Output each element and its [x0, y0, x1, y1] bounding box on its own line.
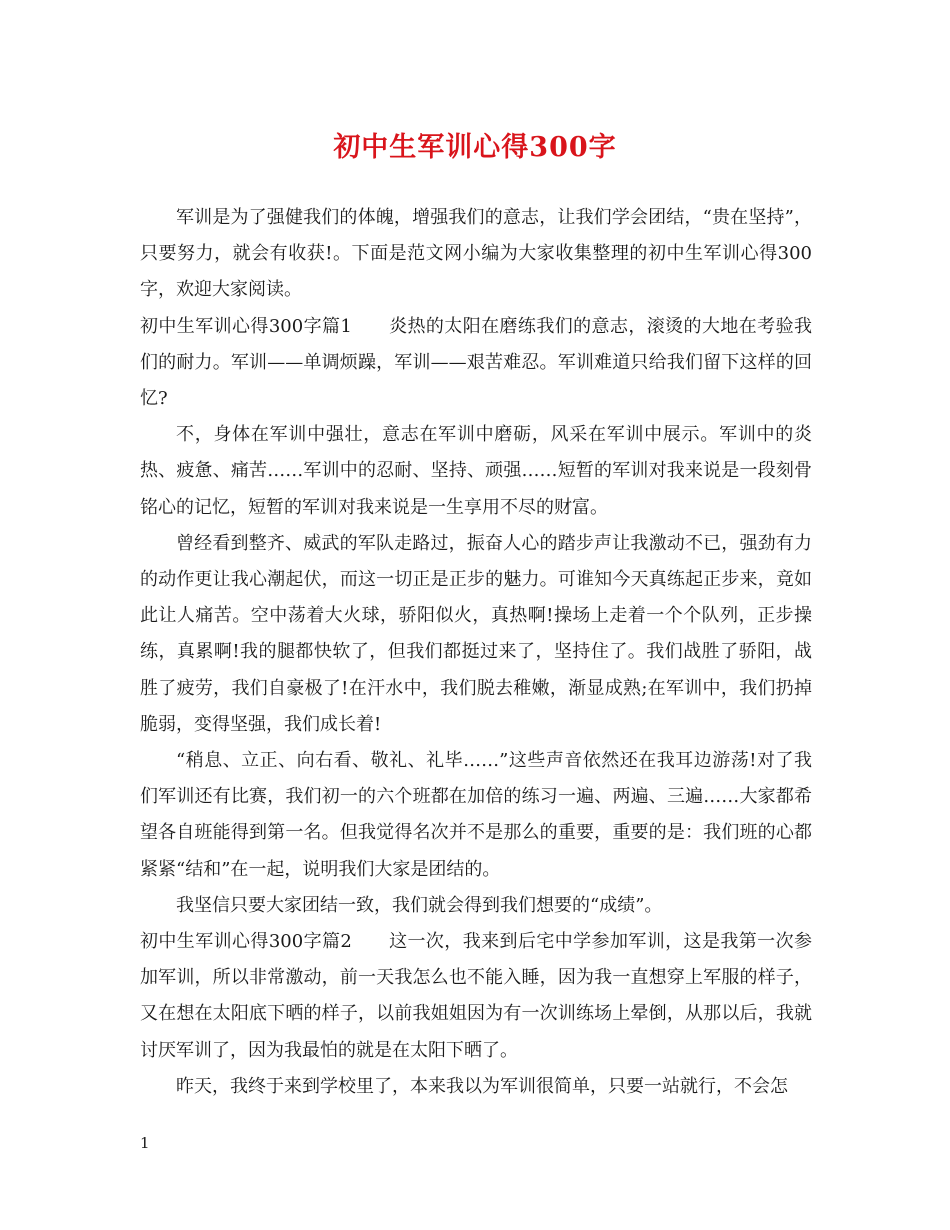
essay-1-paragraph-1: 初中生军训心得300字篇1 炎热的太阳在磨练我们的意志，滚烫的大地在考验我们的耐力。军训——单调烦躁，军训——艰苦难忍。军训难道只给我们留下这样的回忆?	[140, 315, 812, 410]
essay-2-paragraph-1: 初中生军训心得300字篇2 这一次，我来到后宅中学参加军训，这是我第一次参加军训，所以非常激动，前一天我怎么也不能入睡，因为我一直想穿上军服的样子，又在想在太阳底下晒的样子，以前我姐姐因为有一次训练场上晕倒，从那以后，我就讨厌军训了，因为我最怕的就是在太阳下晒了。	[140, 931, 812, 1061]
document-body	[140, 200, 812, 1105]
essay-2-paragraph-2: 昨天，我终于来到学校里了，本来我以为军训很简单，只要一站就行，不会怎	[176, 1075, 788, 1097]
intro-paragraph: 军训是为了强健我们的体魄，增强我们的意志，让我们学会团结，“贵在坚持”，只要努力，就会有收获!。下面是范文网小编为大家收集整理的初中生军训心得300字，欢迎大家阅读。	[140, 207, 812, 301]
essay-1-paragraph-5: 我坚信只要大家团结一致，我们就会得到我们想要的“成绩”。	[176, 894, 663, 916]
essay-1-paragraph-4: “稍息、立正、向右看、敬礼、礼毕……”这些声音依然还在我耳边游荡!对了我们军训还有比赛，我们初一的六个班都在加倍的练习一遍、两遍、三遍……大家都希望各自班能得到第一名。但我觉得名次并不是那么的重要，重要的是：我们班的心都紧紧“结和”在一起，说明我们大家是团结的。	[140, 750, 812, 880]
page-title: 初中生军训心得300字	[333, 132, 617, 163]
page-number: 1	[140, 1134, 150, 1152]
essay-1-paragraph-3: 曾经看到整齐、威武的军队走路过，振奋人心的踏步声让我激动不已，强劲有力的动作更让我心潮起伏，而这一切正是正步的魅力。可谁知今天真练起正步来，竟如此让人痛苦。空中荡着大火球，骄阳似火，真热啊!操场上走着一个个队列，正步操练，真累啊!我的腿都快软了，但我们都挺过来了，坚持住了。我们战胜了骄阳，战胜了疲劳，我们自豪极了!在汗水中，我们脱去稚嫩，渐显成熟;在军训中，我们扔掉脆弱，变得坚强，我们成长着!	[140, 532, 812, 735]
essay-1-paragraph-2: 不，身体在军训中强壮，意志在军训中磨砺，风采在军训中展示。军训中的炎热、疲惫、痛苦……军训中的忍耐、坚持、顽强……短暂的军训对我来说是一段刻骨铭心的记忆，短暂的军训对我来说是一生享用不尽的财富。	[140, 424, 812, 518]
